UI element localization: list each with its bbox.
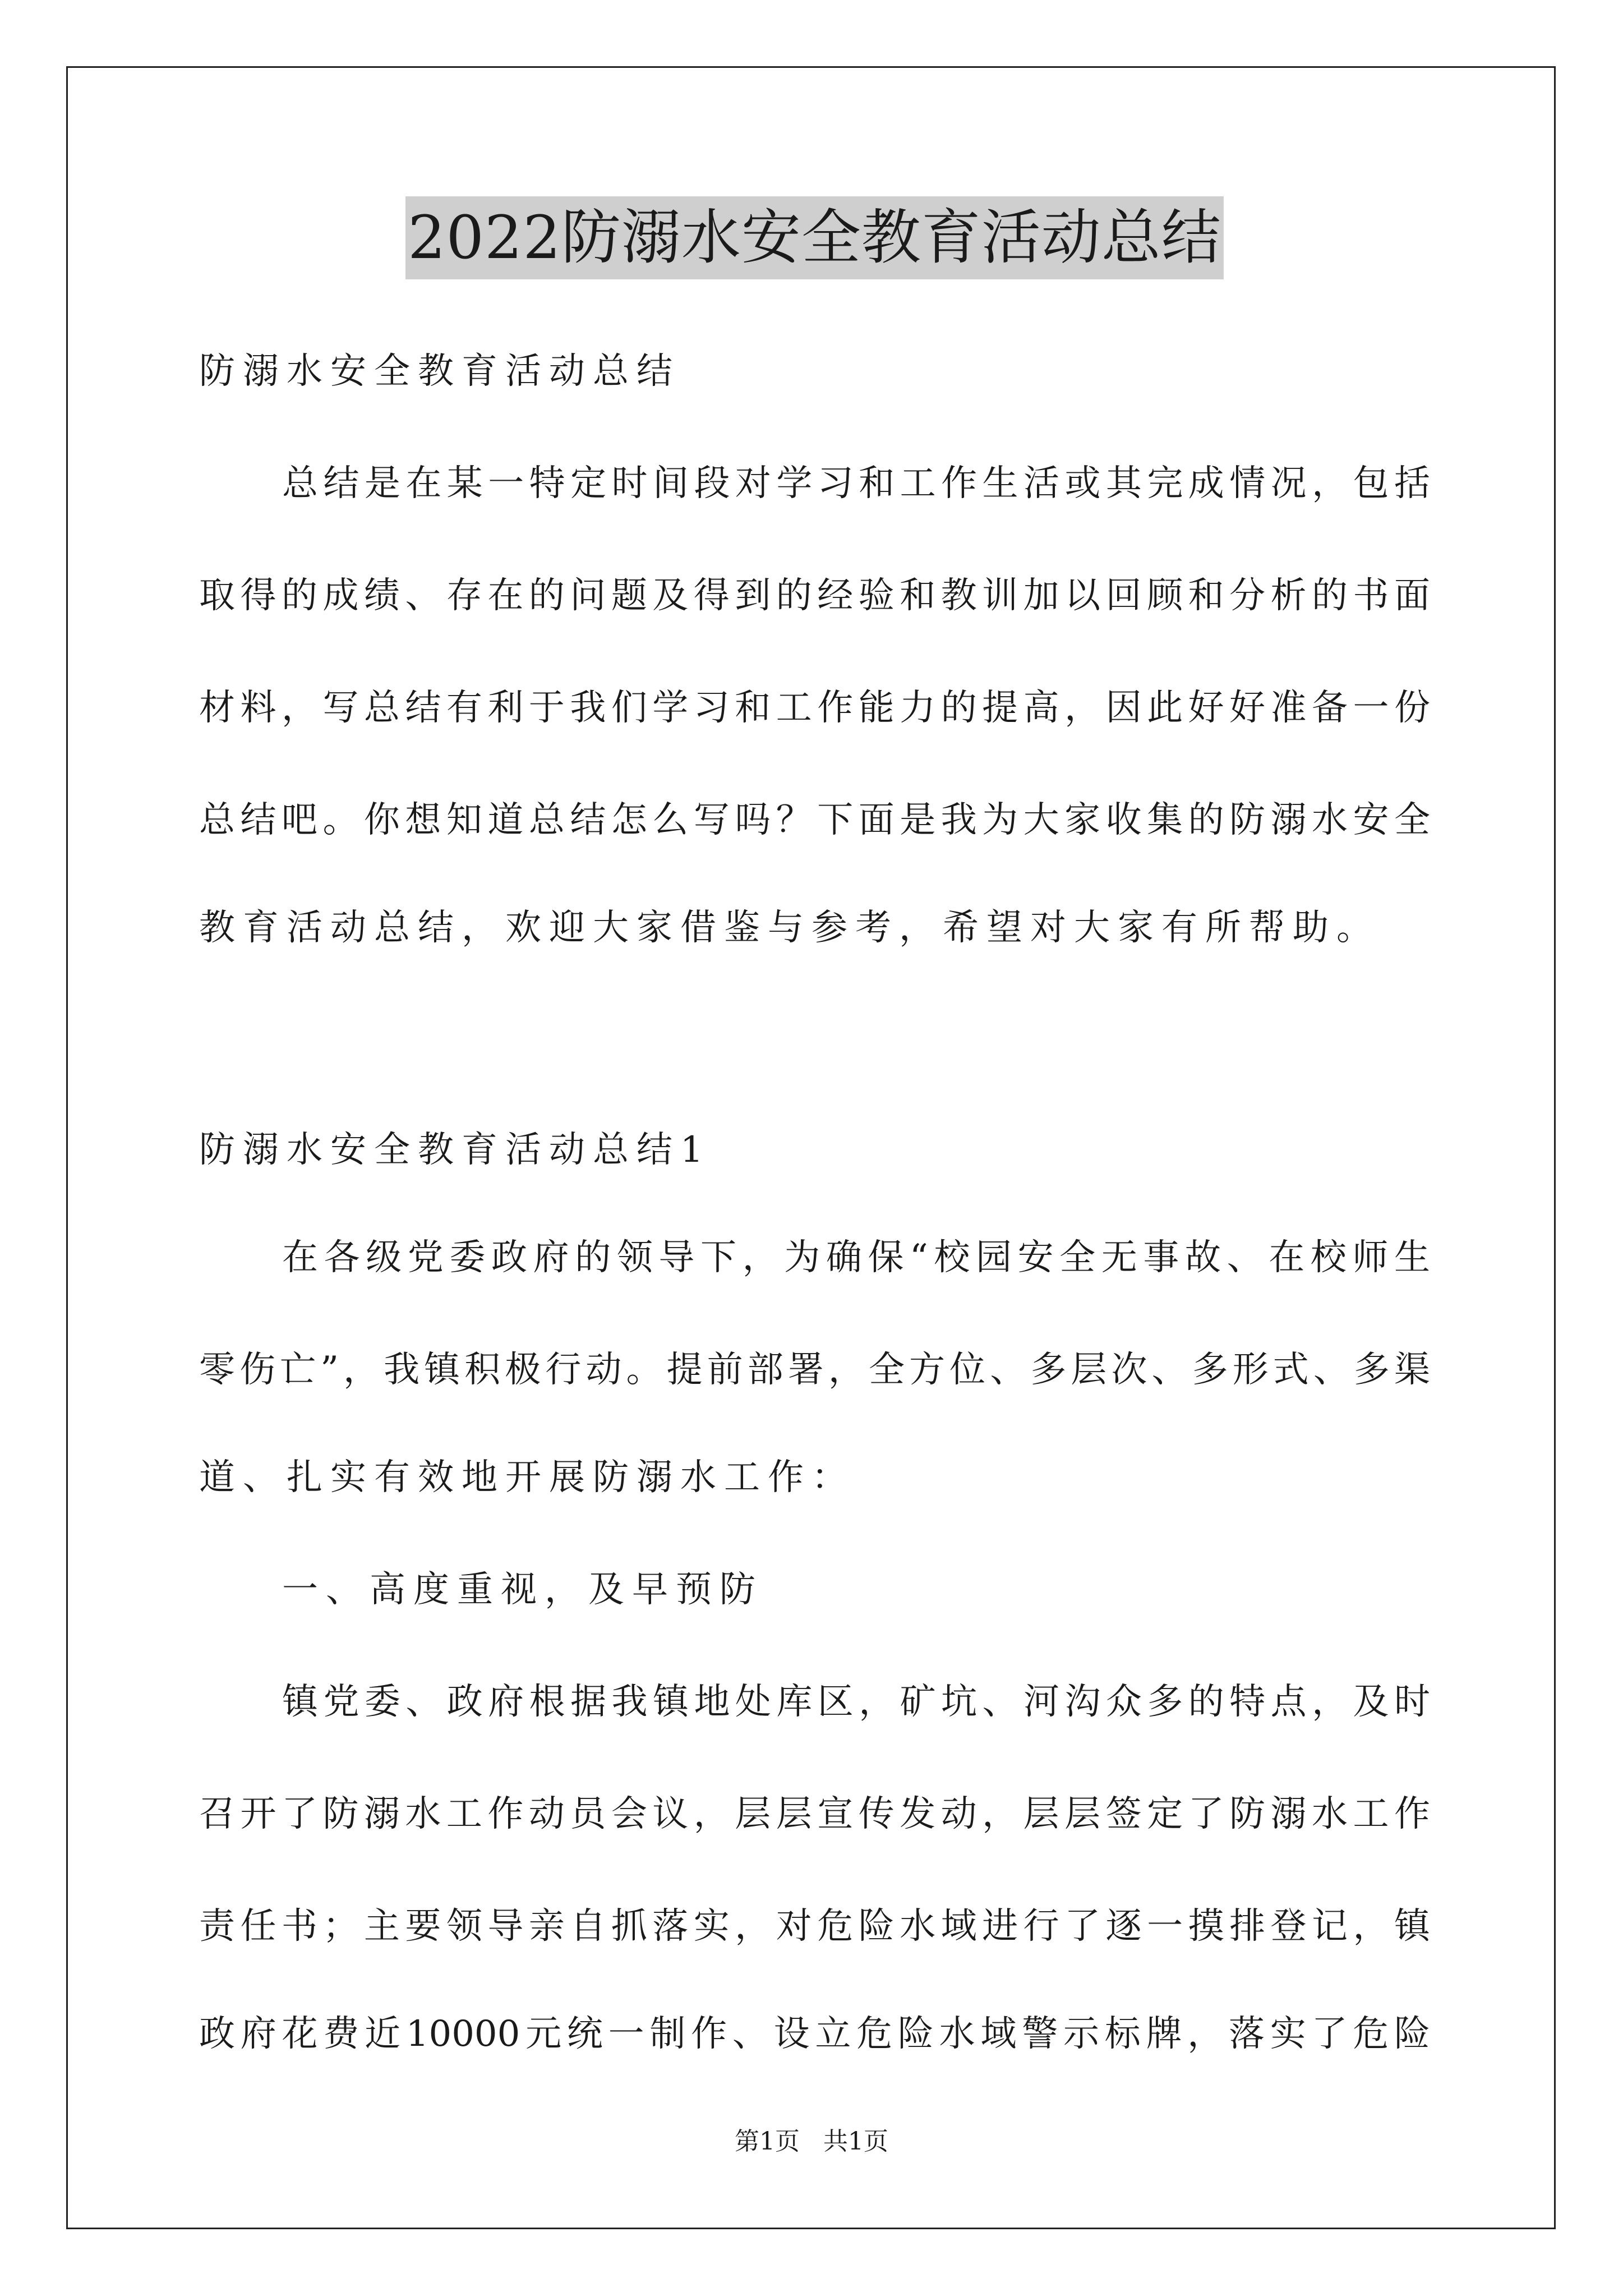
intro-line: 总结吧。你想知道总结怎么写吗？下面是我为大家收集的防溺水安全: [199, 799, 1430, 841]
document-title: 2022防溺水安全教育活动总结: [405, 196, 1224, 279]
paragraph-line: 零伤亡”，我镇积极行动。提前部署，全方位、多层次、多形式、多渠: [199, 1349, 1430, 1391]
paragraph-line: 召开了防溺水工作动员会议，层层宣传发动，层层签定了防溺水工作: [199, 1793, 1430, 1835]
intro-line: 教育活动总结，欢迎大家借鉴与参考，希望对大家有所帮助。: [199, 907, 1380, 949]
paragraph-line: 政府花费近10000元统一制作、设立危险水域警示标牌，落实了危险: [199, 2013, 1430, 2055]
intro-line: 总结是在某一特定时间段对学习和工作生活或其完成情况，包括: [282, 463, 1430, 504]
document-subtitle: 防溺水安全教育活动总结: [199, 351, 680, 392]
paragraph-line: 责任书；主要领导亲自抓落实，对危险水域进行了逐一摸排登记，镇: [199, 1906, 1430, 1947]
intro-line: 取得的成绩、存在的问题及得到的经验和教训加以回顾和分析的书面: [199, 575, 1430, 616]
paragraph-line: 道、扎实有效地开展防溺水工作：: [199, 1457, 855, 1498]
intro-line: 材料，写总结有利于我们学习和工作能力的提高，因此好好准备一份: [199, 687, 1430, 729]
paragraph-line: 在各级党委政府的领导下，为确保“校园安全无事故、在校师生: [282, 1237, 1430, 1278]
paragraph-line: 镇党委、政府根据我镇地处库区，矿坑、河沟众多的特点，及时: [282, 1681, 1430, 1723]
page-footer: 第1页 共1页: [735, 2127, 888, 2156]
section-heading: 防溺水安全教育活动总结1: [199, 1129, 711, 1171]
subheading: 一、高度重视，及早预防: [282, 1569, 763, 1611]
title-container: [199, 196, 1430, 279]
